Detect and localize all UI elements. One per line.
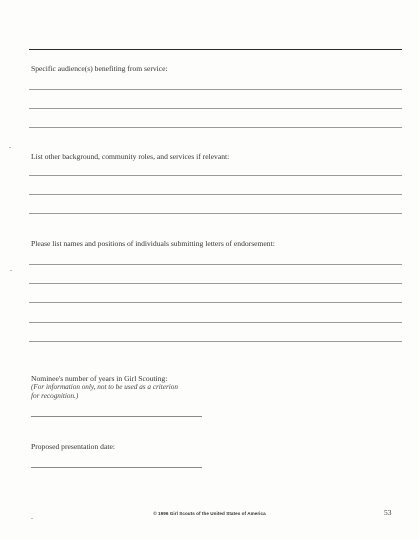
date-answer-line[interactable] — [31, 467, 202, 468]
endorsement-line-3[interactable] — [29, 302, 402, 303]
scan-speck — [9, 147, 11, 148]
background-line-2[interactable] — [29, 194, 402, 195]
page-number: 53 — [384, 508, 392, 517]
audience-line-2[interactable] — [29, 108, 402, 109]
years-label: Nominee's number of years in Girl Scouting: — [31, 374, 168, 383]
years-note-line-1: (For information only, not to be used as a criterion — [31, 383, 178, 391]
scan-speck — [31, 518, 33, 519]
background-label: List other background, community roles, and services if relevant: — [31, 152, 230, 161]
scan-speck — [10, 270, 12, 271]
years-answer-line[interactable] — [31, 416, 202, 417]
endorsement-line-2[interactable] — [29, 283, 402, 284]
endorsement-line-1[interactable] — [29, 264, 402, 265]
audience-line-3[interactable] — [29, 127, 402, 128]
endorsement-label: Please list names and positions of individuals submitting letters of endorsement: — [31, 239, 275, 248]
background-line-3[interactable] — [29, 213, 402, 214]
copyright-footer: © 1996 Girl Scouts of the United States of America — [153, 511, 266, 516]
endorsement-line-4[interactable] — [29, 322, 402, 323]
audience-line-1[interactable] — [29, 89, 402, 90]
years-note-line-2: for recognition.) — [31, 392, 79, 400]
date-label: Proposed presentation date: — [31, 442, 115, 451]
top-rule — [29, 49, 402, 50]
endorsement-line-5[interactable] — [29, 341, 402, 342]
background-line-1[interactable] — [29, 175, 402, 176]
audience-label: Specific audience(s) benefiting from service: — [31, 64, 168, 73]
